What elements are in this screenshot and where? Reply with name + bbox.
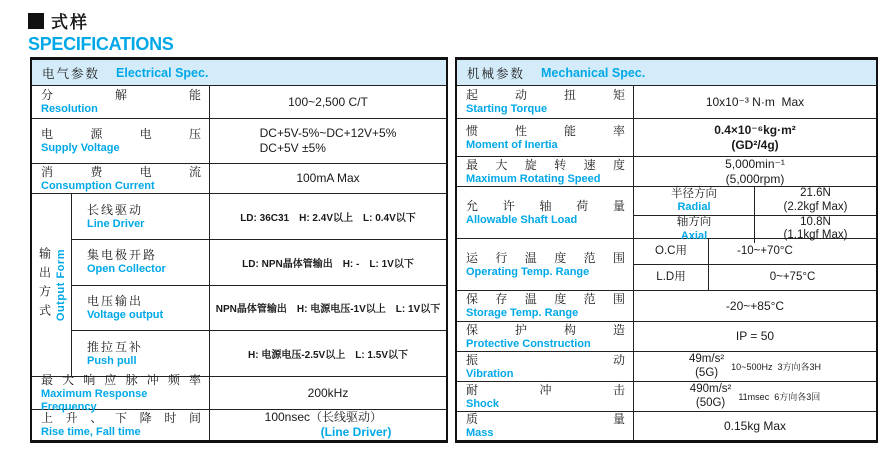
- ld-temp-value: 0~+75°C: [769, 270, 816, 283]
- shock-note: 11msec 6方向各3回: [738, 392, 821, 402]
- shock-label: 耐冲击 Shock: [457, 382, 634, 411]
- max-response-frequency-value: 200kHz: [307, 385, 349, 400]
- storage-temp-range-value: -20~+85°C: [725, 298, 785, 313]
- section-marker-icon: [28, 13, 44, 29]
- vibration-value: 49m/s² (5G) 10~500Hz 3方向各3H: [689, 353, 821, 379]
- row-open-collector: [72, 240, 446, 286]
- push-pull-label: 推拉互补 Push pull: [72, 331, 210, 376]
- mass-value: 0.15kg Max: [723, 418, 787, 433]
- mechanical-table-header: [457, 60, 876, 86]
- shock-value: 490m/s² (50G) 11msec 6方向各3回: [689, 383, 821, 409]
- push-pull-value: H: 电源电压-2.5V以上 L: 1.5V以下: [247, 350, 409, 362]
- consumption-current-label: 消费电流 Consumption Current: [32, 164, 210, 193]
- open-collector-label: 集电极开路 Open Collector: [72, 240, 210, 285]
- radial-value: 21.6N (2.2kgf Max): [783, 187, 848, 213]
- mechanical-spec-table: [455, 57, 878, 443]
- row-shock: [457, 382, 876, 412]
- rise-fall-time-value: 100nsec（长线驱动） (Line Driver): [264, 410, 392, 439]
- mass-label: 质量 Mass: [457, 412, 634, 440]
- electrical-table-header: [32, 60, 446, 86]
- row-protective-construction: [457, 322, 876, 352]
- resolution-label: 分解能 Resolution: [32, 86, 210, 118]
- line-driver-label: 长线驱动 Line Driver: [72, 194, 210, 239]
- output-form-label: 输出方式 Output Form: [32, 194, 72, 376]
- mechanical-header-cjk: 机械参数: [467, 66, 526, 81]
- row-resolution: [32, 86, 446, 119]
- voltage-output-value: NPN晶体管输出 H: 电源电压-1V以上 L: 1V以下: [215, 304, 441, 316]
- allowable-shaft-load-label: 允许轴荷量 Allowable Shaft Load: [457, 187, 634, 238]
- starting-torque-label: 起动扭矩 Starting Torque: [457, 86, 634, 118]
- consumption-current-value: 100mA Max: [296, 171, 360, 185]
- row-rise-fall-time: [32, 410, 446, 440]
- row-push-pull: [72, 331, 446, 376]
- row-allowable-shaft-load: [457, 187, 876, 242]
- mechanical-header-en: Mechanical Spec.: [541, 65, 646, 80]
- ld-label: L.D用: [634, 265, 709, 290]
- row-operating-temp-range: [457, 239, 876, 291]
- page-header: [28, 8, 173, 55]
- max-rotating-speed-value: 5,000min⁻¹ (5,000rpm): [725, 156, 785, 186]
- rise-fall-time-label: 上升、下降时间 Rise time, Fall time: [32, 410, 210, 440]
- row-supply-voltage: [32, 119, 446, 164]
- moment-of-inertia-value: 0.4×10⁻⁶kg·m² (GD²/4g): [714, 122, 796, 152]
- electrical-spec-table: [30, 57, 448, 443]
- supply-voltage-value: DC+5V-5%~DC+12V+5% DC+5V ±5%: [259, 126, 397, 155]
- row-starting-torque: [457, 86, 876, 119]
- vibration-note: 10~500Hz 3方向各3H: [731, 362, 821, 372]
- row-ld-temp: [634, 265, 876, 290]
- max-response-frequency-label: 最大响应脉冲频率 Maximum Response Frequency: [32, 377, 210, 409]
- row-radial-load: [634, 187, 876, 216]
- row-vibration: [457, 352, 876, 382]
- row-max-response-frequency: [32, 372, 446, 413]
- vibration-label: 振动 Vibration: [457, 352, 634, 381]
- open-collector-value: LD: NPN晶体管输出 H: - L: 1V以下: [242, 258, 414, 270]
- line-driver-value: LD: 36C31 H: 2.4V以上 L: 0.4V以下: [240, 212, 416, 224]
- storage-temp-range-label: 保存温度范围 Storage Temp. Range: [457, 291, 634, 321]
- row-max-rotating-speed: [457, 157, 876, 187]
- row-mass: [457, 412, 876, 440]
- protective-construction-label: 保护构造 Protective Construction: [457, 322, 634, 351]
- page-title-en: SPECIFICATIONS: [28, 34, 174, 54]
- oc-label: O.C用: [634, 239, 709, 264]
- protective-construction-value: IP = 50: [735, 329, 775, 343]
- electrical-header-en: Electrical Spec.: [116, 65, 209, 80]
- moment-of-inertia-label: 惯性能率 Moment of Inertia: [457, 119, 634, 156]
- row-line-driver: [72, 194, 446, 240]
- starting-torque-value: 10x10⁻³ N·m Max: [705, 94, 805, 109]
- row-output-form: [32, 194, 446, 377]
- axial-label: 轴方向 Axial: [634, 216, 755, 244]
- row-oc-temp: [634, 239, 876, 265]
- row-voltage-output: [72, 286, 446, 332]
- oc-temp-value: -10~+70°C: [737, 244, 793, 257]
- row-consumption-current: [32, 164, 446, 194]
- electrical-header-cjk: 电气参数: [42, 66, 101, 81]
- page-title-cjk: 式样: [51, 13, 89, 32]
- operating-temp-range-label: 运行温度范围 Operating Temp. Range: [457, 239, 634, 290]
- row-storage-temp-range: [457, 291, 876, 322]
- supply-voltage-label: 电源电压 Supply Voltage: [32, 119, 210, 163]
- axial-value: 10.8N (1.1kgf Max): [783, 215, 848, 242]
- max-rotating-speed-label: 最大旋转速度 Maximum Rotating Speed: [457, 157, 634, 186]
- voltage-output-label: 电压输出 Voltage output: [72, 286, 210, 331]
- row-moment-of-inertia: [457, 119, 876, 157]
- radial-label: 半径方向 Radial: [634, 187, 755, 215]
- resolution-value: 100~2,500 C/T: [288, 94, 368, 109]
